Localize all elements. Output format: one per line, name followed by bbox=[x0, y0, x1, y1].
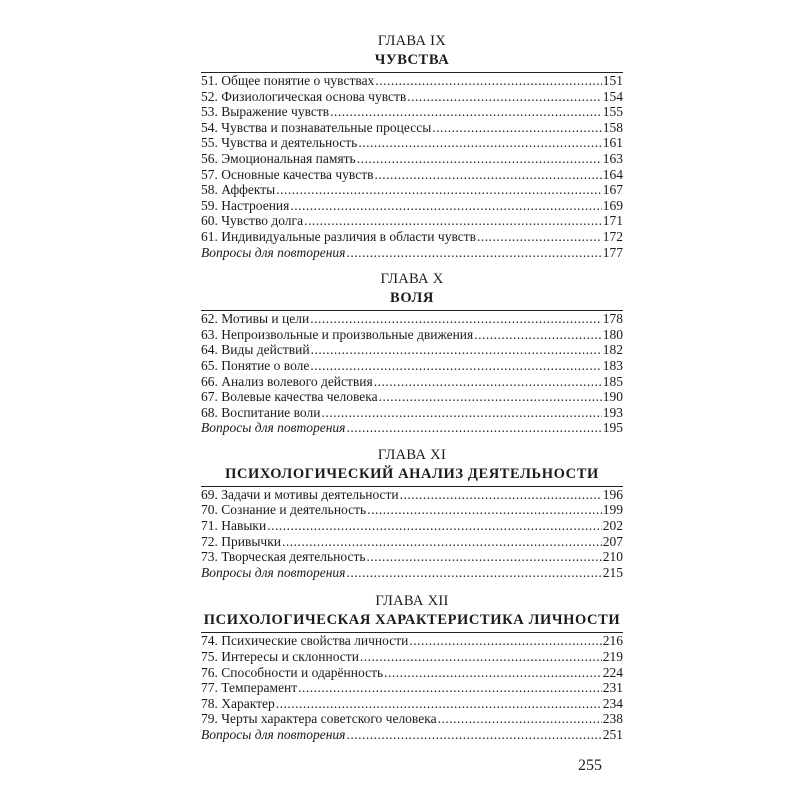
dot-leader bbox=[409, 633, 601, 649]
entry-page: 215 bbox=[602, 564, 623, 580]
toc-entry bbox=[201, 549, 623, 565]
toc-entry bbox=[201, 327, 623, 343]
toc-entry bbox=[201, 633, 623, 649]
toc-entry-review bbox=[201, 727, 623, 743]
chapter-title: ЧУВСТВА bbox=[374, 52, 450, 68]
entry-title: Вопросы для повторения bbox=[201, 564, 346, 580]
dot-leader bbox=[432, 120, 601, 136]
dot-leader bbox=[367, 502, 602, 518]
entry-title: 68. Воспитание воли bbox=[201, 404, 321, 420]
entry-title: 78. Характер bbox=[201, 695, 275, 711]
entry-page: 182 bbox=[602, 342, 623, 358]
toc-entry bbox=[201, 151, 623, 167]
entry-page: 164 bbox=[602, 166, 623, 182]
entry-page: 154 bbox=[602, 88, 623, 104]
dot-leader bbox=[384, 665, 602, 681]
entry-page: 210 bbox=[602, 549, 623, 565]
toc-entry bbox=[201, 89, 623, 105]
toc-entry bbox=[201, 696, 623, 712]
dot-leader bbox=[407, 89, 601, 105]
entry-page: 172 bbox=[602, 228, 623, 244]
entry-title: 70. Сознание и деятельность bbox=[201, 502, 367, 518]
chapter-label: ГЛАВА X bbox=[380, 271, 444, 288]
entry-page: 171 bbox=[602, 213, 623, 229]
chapter-9 bbox=[201, 32, 623, 260]
dot-leader bbox=[374, 374, 602, 390]
dot-leader bbox=[346, 727, 601, 743]
toc-entry bbox=[201, 487, 623, 503]
entry-title: 61. Индивидуальные различия в области чувств bbox=[201, 228, 477, 244]
dot-leader bbox=[357, 151, 602, 167]
entry-title: Вопросы для повторения bbox=[201, 727, 346, 742]
entry-title: Вопросы для повторения bbox=[201, 244, 346, 260]
dot-leader bbox=[358, 135, 601, 151]
entry-page: 251 bbox=[602, 727, 623, 742]
dot-leader bbox=[310, 358, 601, 374]
entry-title: 73. Творческая деятельность bbox=[201, 549, 366, 565]
dot-leader bbox=[400, 487, 602, 503]
toc-entry bbox=[201, 358, 623, 374]
entry-title: 53. Выражение чувств bbox=[201, 104, 330, 120]
entry-title: 62. Мотивы и цели bbox=[201, 311, 310, 327]
dot-leader bbox=[375, 73, 601, 89]
toc-entry bbox=[201, 374, 623, 390]
dot-leader bbox=[379, 389, 602, 405]
dot-leader bbox=[311, 342, 602, 358]
entry-title: 66. Анализ волевого действия bbox=[201, 373, 373, 389]
entry-page: 199 bbox=[602, 502, 623, 518]
toc-entry bbox=[201, 182, 623, 198]
toc-entry bbox=[201, 311, 623, 327]
entry-page: 180 bbox=[602, 326, 623, 342]
entry-page: 238 bbox=[602, 711, 623, 727]
dot-leader bbox=[346, 420, 601, 436]
toc-entry bbox=[201, 389, 623, 405]
toc-entry bbox=[201, 120, 623, 136]
entry-page: 224 bbox=[602, 664, 623, 680]
chapter-label: ГЛАВА XII bbox=[375, 593, 449, 610]
chapter-10 bbox=[201, 270, 623, 436]
toc-entry bbox=[201, 711, 623, 727]
entry-page: 158 bbox=[602, 119, 623, 135]
dot-leader bbox=[276, 696, 602, 712]
entry-page: 202 bbox=[602, 518, 623, 534]
entry-page: 169 bbox=[602, 197, 623, 213]
entry-title: 58. Аффекты bbox=[201, 182, 276, 198]
toc-entry bbox=[201, 104, 623, 120]
entry-title: 69. Задачи и мотивы деятельности bbox=[201, 486, 399, 502]
entry-title: 76. Способности и одарённость bbox=[201, 664, 384, 680]
entry-page: 155 bbox=[602, 104, 623, 120]
dot-leader bbox=[298, 680, 602, 696]
entry-page: 216 bbox=[602, 633, 623, 649]
toc-entry bbox=[201, 649, 623, 665]
toc-entry bbox=[201, 518, 623, 534]
toc-entry bbox=[201, 198, 623, 214]
toc-entry bbox=[201, 213, 623, 229]
dot-leader bbox=[474, 327, 602, 343]
entry-title: 67. Волевые качества человека bbox=[201, 389, 378, 405]
dot-leader bbox=[477, 229, 602, 245]
entry-title: 52. Физиологическая основа чувств bbox=[201, 88, 407, 104]
chapter-entries bbox=[201, 632, 623, 742]
chapter-title: ПСИХОЛОГИЧЕСКАЯ ХАРАКТЕРИСТИКА ЛИЧНОСТИ bbox=[203, 612, 621, 629]
chapter-entries bbox=[201, 486, 623, 581]
entry-title: 71. Навыки bbox=[201, 518, 267, 534]
entry-page: 196 bbox=[602, 486, 623, 502]
toc-entry bbox=[201, 502, 623, 518]
entry-page: 185 bbox=[602, 373, 623, 389]
dot-leader bbox=[282, 534, 602, 550]
entry-title: 60. Чувство долга bbox=[201, 213, 304, 229]
entry-title: 59. Настроения bbox=[201, 197, 290, 213]
entry-title: 55. Чувства и деятельность bbox=[201, 135, 358, 151]
dot-leader bbox=[321, 405, 601, 421]
dot-leader bbox=[310, 311, 602, 327]
toc-entry bbox=[201, 135, 623, 151]
entry-page: 161 bbox=[602, 135, 623, 151]
entry-page: 151 bbox=[602, 73, 623, 88]
entry-page: 178 bbox=[602, 311, 623, 327]
dot-leader bbox=[267, 518, 602, 534]
dot-leader bbox=[360, 649, 602, 665]
toc-entry-review bbox=[201, 565, 623, 581]
entry-page: 167 bbox=[602, 182, 623, 198]
dot-leader bbox=[346, 245, 601, 261]
dot-leader bbox=[438, 711, 602, 727]
entry-page: 234 bbox=[602, 695, 623, 711]
entry-page: 190 bbox=[602, 389, 623, 405]
chapter-entries bbox=[201, 310, 623, 436]
chapter-11 bbox=[201, 446, 623, 581]
entry-page: 219 bbox=[602, 649, 623, 665]
entry-title: 57. Основные качества чувств bbox=[201, 166, 374, 182]
table-of-contents bbox=[201, 32, 623, 743]
toc-entry bbox=[201, 680, 623, 696]
entry-title: 75. Интересы и склонности bbox=[201, 649, 359, 665]
dot-leader bbox=[374, 167, 601, 183]
entry-title: 74. Психические свойства личности bbox=[201, 633, 409, 649]
toc-entry-review bbox=[201, 245, 623, 261]
chapter-title: ВОЛЯ bbox=[390, 290, 434, 307]
entry-page: 231 bbox=[602, 680, 623, 696]
chapter-label: ГЛАВА IX bbox=[377, 33, 447, 49]
entry-title: 72. Привычки bbox=[201, 533, 281, 549]
entry-page: 183 bbox=[602, 357, 623, 373]
entry-title: 54. Чувства и познавательные процессы bbox=[201, 119, 432, 135]
entry-page: 177 bbox=[602, 244, 623, 260]
toc-entry bbox=[201, 665, 623, 681]
entry-title: 65. Понятие о воле bbox=[201, 357, 310, 373]
entry-page: 163 bbox=[602, 150, 623, 166]
entry-page: 193 bbox=[602, 404, 623, 420]
chapter-12 bbox=[201, 592, 623, 742]
toc-entry bbox=[201, 405, 623, 421]
entry-title: 51. Общее понятие о чувствах bbox=[201, 73, 375, 88]
chapter-entries bbox=[201, 72, 623, 260]
toc-entry-review bbox=[201, 420, 623, 436]
entry-title: 56. Эмоциональная память bbox=[201, 150, 356, 166]
dot-leader bbox=[330, 104, 602, 120]
entry-title: Вопросы для повторения bbox=[201, 420, 346, 436]
dot-leader bbox=[290, 198, 601, 214]
toc-entry bbox=[201, 167, 623, 183]
chapter-label: ГЛАВА XI bbox=[377, 446, 447, 463]
toc-entry bbox=[201, 342, 623, 358]
entry-title: 63. Непроизвольные и произвольные движения bbox=[201, 326, 474, 342]
entry-title: 79. Черты характера советского человека bbox=[201, 711, 437, 727]
toc-entry bbox=[201, 229, 623, 245]
dot-leader bbox=[367, 549, 602, 565]
toc-entry bbox=[201, 73, 623, 89]
entry-page: 195 bbox=[602, 420, 623, 436]
dot-leader bbox=[276, 182, 602, 198]
toc-entry bbox=[201, 534, 623, 550]
entry-page: 207 bbox=[602, 533, 623, 549]
entry-title: 64. Виды действий bbox=[201, 342, 310, 358]
dot-leader bbox=[304, 213, 602, 229]
chapter-title: ПСИХОЛОГИЧЕСКИЙ АНАЛИЗ ДЕЯТЕЛЬНОСТИ bbox=[225, 465, 599, 482]
page-number: 255 bbox=[578, 757, 602, 774]
entry-title: 77. Темперамент bbox=[201, 680, 298, 696]
dot-leader bbox=[346, 565, 601, 581]
